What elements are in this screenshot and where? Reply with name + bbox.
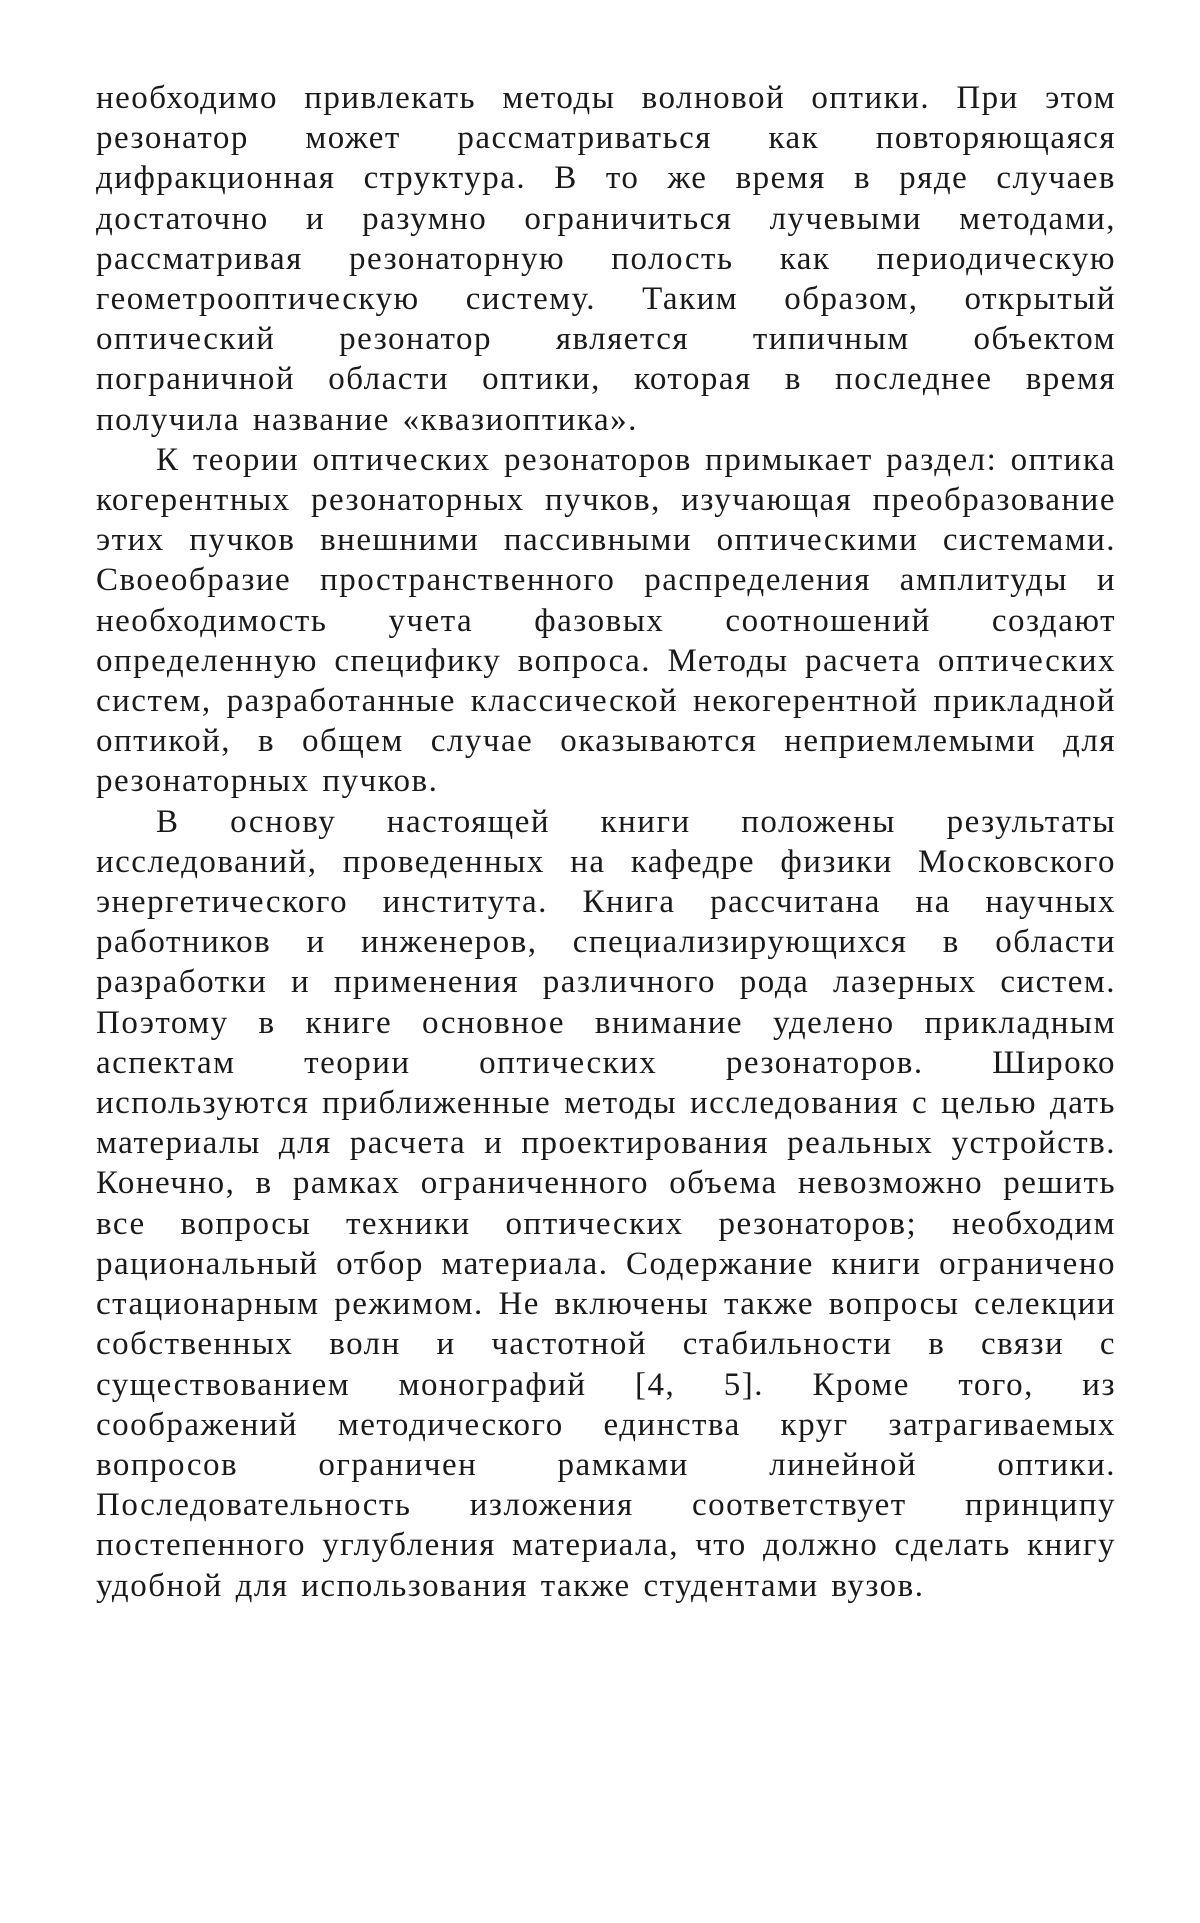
paragraph-book-scope: В основу настоящей книги положены результаты исследований, проведенных на кафедре физики Московского энергетического института. Книга рассчитана на научных работников и инженеров, специализирующихся в области разработки и применения различного рода лазерных систем. Поэтому в книге основное внимание уделено прикладным аспектам теории оптических резонаторов. Широко используются приближенные методы исследования с целью дать материалы для расчета и проектирования реальных устройств. Конечно, в рамках ограниченного объема невозможно решить все вопросы техники оптических резонаторов; необходим рациональный отбор материала. Содержание книги ограничено стационарным режимом. Не включены также вопросы селекции собственных волн и частотной стабильности в связи с существованием монографий [4, 5]. Кроме того, из соображений методического единства круг затрагиваемых вопросов ограничен рамками линейной оптики. Последовательность изложения соответствует принципу постепенного углубления материала, что должно сделать книгу удобной для использования также студентами вузов. [96, 803, 1116, 1604]
paragraph-beam-optics: К теории оптических резонаторов примыкает раздел: оптика когерентных резонаторных пучков, изучающая преобразование этих пучков внешними пассивными оптическими системами. Своеобразие пространственного распределения амплитуды и необходимость учета фазовых соотношений создают определенную специфику вопроса. Методы расчета оптических систем, разработанные классической некогерентной прикладной оптикой, в общем случае оказываются неприемлемыми для резонаторных пучков. [96, 441, 1116, 800]
page-body [96, 78, 1116, 1606]
paragraph-continued: необходимо привлекать методы волновой оптики. При этом резонатор может рассматриваться как повторяющаяся дифракционная структура. В то же время в ряде случаев достаточно и разумно ограничиться лучевыми методами, рассматривая резонаторную полость как периодическую геометрооптическую систему. Таким образом, открытый оптический резонатор является типичным объектом пограничной области оптики, которая в последнее время получила название «квазиоптика». [96, 80, 1116, 438]
